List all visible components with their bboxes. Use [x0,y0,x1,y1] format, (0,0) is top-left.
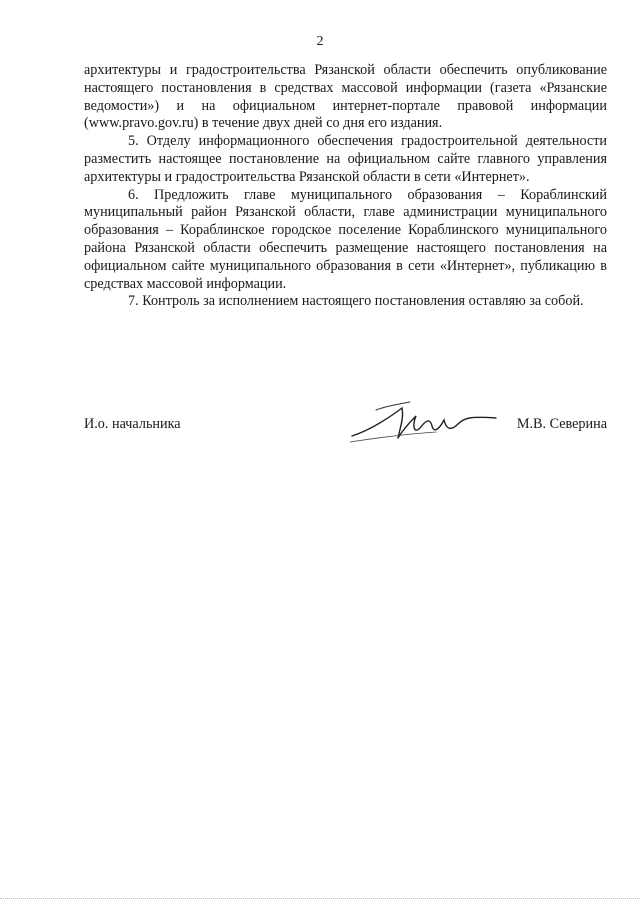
page-number: 2 [316,34,324,49]
handwritten-signature [346,398,506,446]
signer-name: М.В. Северина [516,416,607,432]
paragraph-item-5: 5. Отделу информационного обеспечения градостроительной деятельности разместить настоящее постановление на официальном сайте главного управления архитектуры и градостроительства Рязанской области в сети «Интернет». [84,133,607,185]
signer-position: И.о. начальника [84,416,181,432]
paragraph-item-7: 7. Контроль за исполнением настоящего постановления оставляю за собой. [128,293,584,310]
document-body [84,62,607,311]
signature-block [84,398,607,448]
paragraph-continuation: архитектуры и градостроительства Рязанской области обеспечить опубликование настоящего постановления в средствах массовой информации (газета «Рязанские ведомости») и на официальном интернет-портале правовой информации (www.pravo.gov.ru) в течение двух дней со дня его издания. [84,62,607,132]
paragraph-item-6: 6. Предложить главе муниципального образования – Кораблинский муниципальный район Рязанской области, главе администрации муниципального образования – Кораблинское городское поселение Кораблинского муниципального района Рязанской области обеспечить размещение настоящего постановления на официальном сайте муниципального образования в сети «Интернет», публикацию в средствах массовой информации. [84,186,607,292]
bottom-scan-edge [0,898,640,899]
